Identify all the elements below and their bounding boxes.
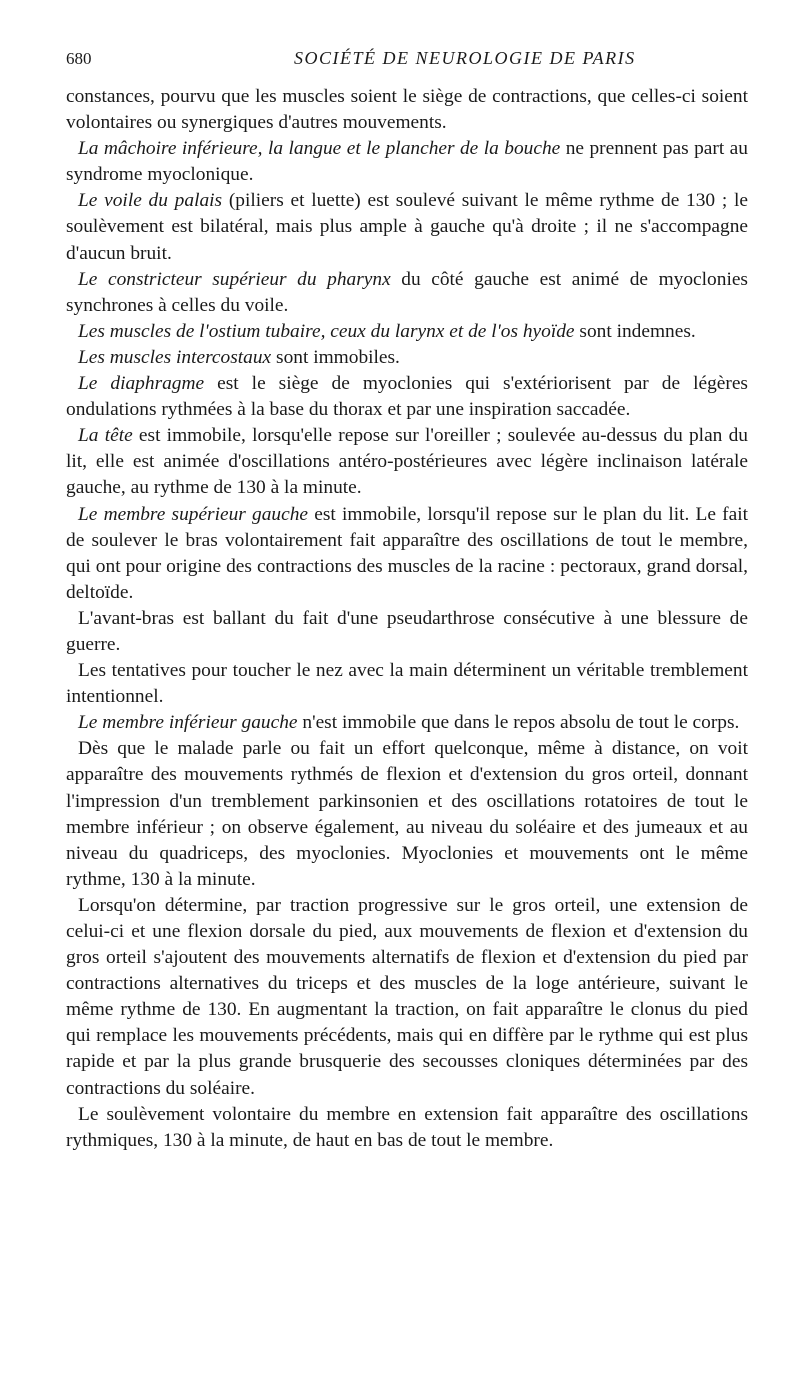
- paragraph-text: n'est immobile que dans le repos absolu de tout le corps.: [297, 712, 740, 734]
- paragraph-text: est immobile, lorsqu'elle repose sur l'oreiller ; soulevée au-dessus du plan du lit, elle est animée d'oscillations antéro-postérieures avec légère inclinaison latérale gauche, au rythme de 130 à la minute.: [66, 425, 748, 499]
- paragraph-lead: Le membre supérieur gauche: [78, 503, 309, 525]
- paragraph-text: ne prennent pas part au syndrome myoclonique.: [66, 138, 748, 186]
- paragraph: [66, 371, 748, 423]
- paragraph-text: sont indemnes.: [574, 320, 696, 342]
- paragraph: [66, 319, 748, 345]
- paragraph-text: Le soulèvement volontaire du membre en extension fait apparaître des oscillations rythmiques, 130 à la minute, de haut en bas de tout le membre.: [66, 1103, 748, 1151]
- paragraph: [66, 84, 748, 136]
- paragraph: [66, 423, 748, 501]
- paragraph-text: sont immobiles.: [271, 346, 400, 368]
- paragraph-lead: Les muscles intercostaux: [78, 346, 272, 368]
- paragraph-lead: Le voile du palais: [78, 190, 223, 212]
- paragraph: [66, 345, 748, 371]
- paragraph: [66, 136, 748, 188]
- paragraph-text: Les tentatives pour toucher le nez avec la main déterminent un véritable tremblement intentionnel.: [66, 660, 748, 708]
- paragraph-lead: Les muscles de l'ostium tubaire, ceux du larynx et de l'os hyoïde: [78, 320, 575, 342]
- paragraph: [66, 736, 748, 893]
- paragraph-text: L'avant-bras est ballant du fait d'une pseudarthrose consécutive à une blessure de guerre.: [66, 607, 748, 655]
- paragraph-lead: Le constricteur supérieur du pharynx: [78, 268, 391, 290]
- paragraph: [66, 893, 748, 1102]
- paragraph-text: Lorsqu'on détermine, par traction progressive sur le gros orteil, une extension de celui-ci et une flexion dorsale du pied, aux mouvements de flexion et d'extension du gros orteil s'ajoutent des mouvements alternatifs de flexion et d'extension du pied par contractions alternatives du triceps et des muscles de la loge antérieure, suivant le même rythme de 130. En augmentant la traction, on fait apparaître le clonus du pied qui remplace les mouvements précédents, mais qui en diffère par le rythme qui est plus rapide et par la plus grande brusquerie des secousses cloniques déterminées par des contractions du soléaire.: [66, 894, 748, 1099]
- paragraph-text: du côté gauche est animé de myoclonies synchrones à celles du voile.: [66, 268, 748, 316]
- paragraph-text: (piliers et luette) est soulevé suivant le même rythme de 130 ; le soulèvement est bilatéral, mais plus ample à gauche qu'à droite ; il ne s'accompagne d'aucun bruit.: [66, 190, 748, 264]
- paragraph-lead: La mâchoire inférieure, la langue et le plancher de la bouche: [78, 138, 561, 160]
- paragraph-lead: Le diaphragme: [78, 373, 205, 395]
- paragraph-text: Dès que le malade parle ou fait un effort quelconque, même à distance, on voit apparaître des mouvements rythmés de flexion et d'extension du gros orteil, donnant l'impression d'un tremblement parkinsonien et des oscillations rotatoires de tout le membre inférieur ; on observe également, au niveau du soléaire et des jumeaux et au niveau du quadriceps, des myoclonies. Myoclonies et mouvements ont le même rythme, 130 à la minute.: [66, 738, 748, 890]
- paragraph: [66, 710, 748, 736]
- paragraph-text: est immobile, lorsqu'il repose sur le plan du lit. Le fait de soulever le bras volontairement fait apparaître des oscillations de tout le membre, qui ont pour origine des contractions des muscles de la racine : pectoraux, grand dorsal, deltoïde.: [66, 503, 749, 603]
- page-number: 680: [66, 49, 92, 68]
- paragraph: [66, 1102, 748, 1154]
- paragraph: [66, 658, 748, 710]
- paragraph: [66, 267, 748, 319]
- paragraph: [66, 188, 748, 266]
- paragraph-lead: La tête: [78, 425, 133, 447]
- paragraph-lead: Le membre inférieur gauche: [78, 712, 298, 734]
- body-text: [66, 84, 748, 1154]
- page-header: [66, 48, 748, 74]
- paragraph-text: est le siège de myoclonies qui s'extériorisent par de légères ondulations rythmées à la base du thorax et par une inspiration saccadée.: [66, 373, 748, 421]
- paragraph: [66, 502, 748, 606]
- paragraph-text: constances, pourvu que les muscles soient le siège de contractions, que celles-ci soient volontaires ou synergiques d'autres mouvements.: [66, 86, 748, 134]
- running-title: SOCIÉTÉ DE NEUROLOGIE DE PARIS: [294, 48, 636, 68]
- paragraph: [66, 606, 748, 658]
